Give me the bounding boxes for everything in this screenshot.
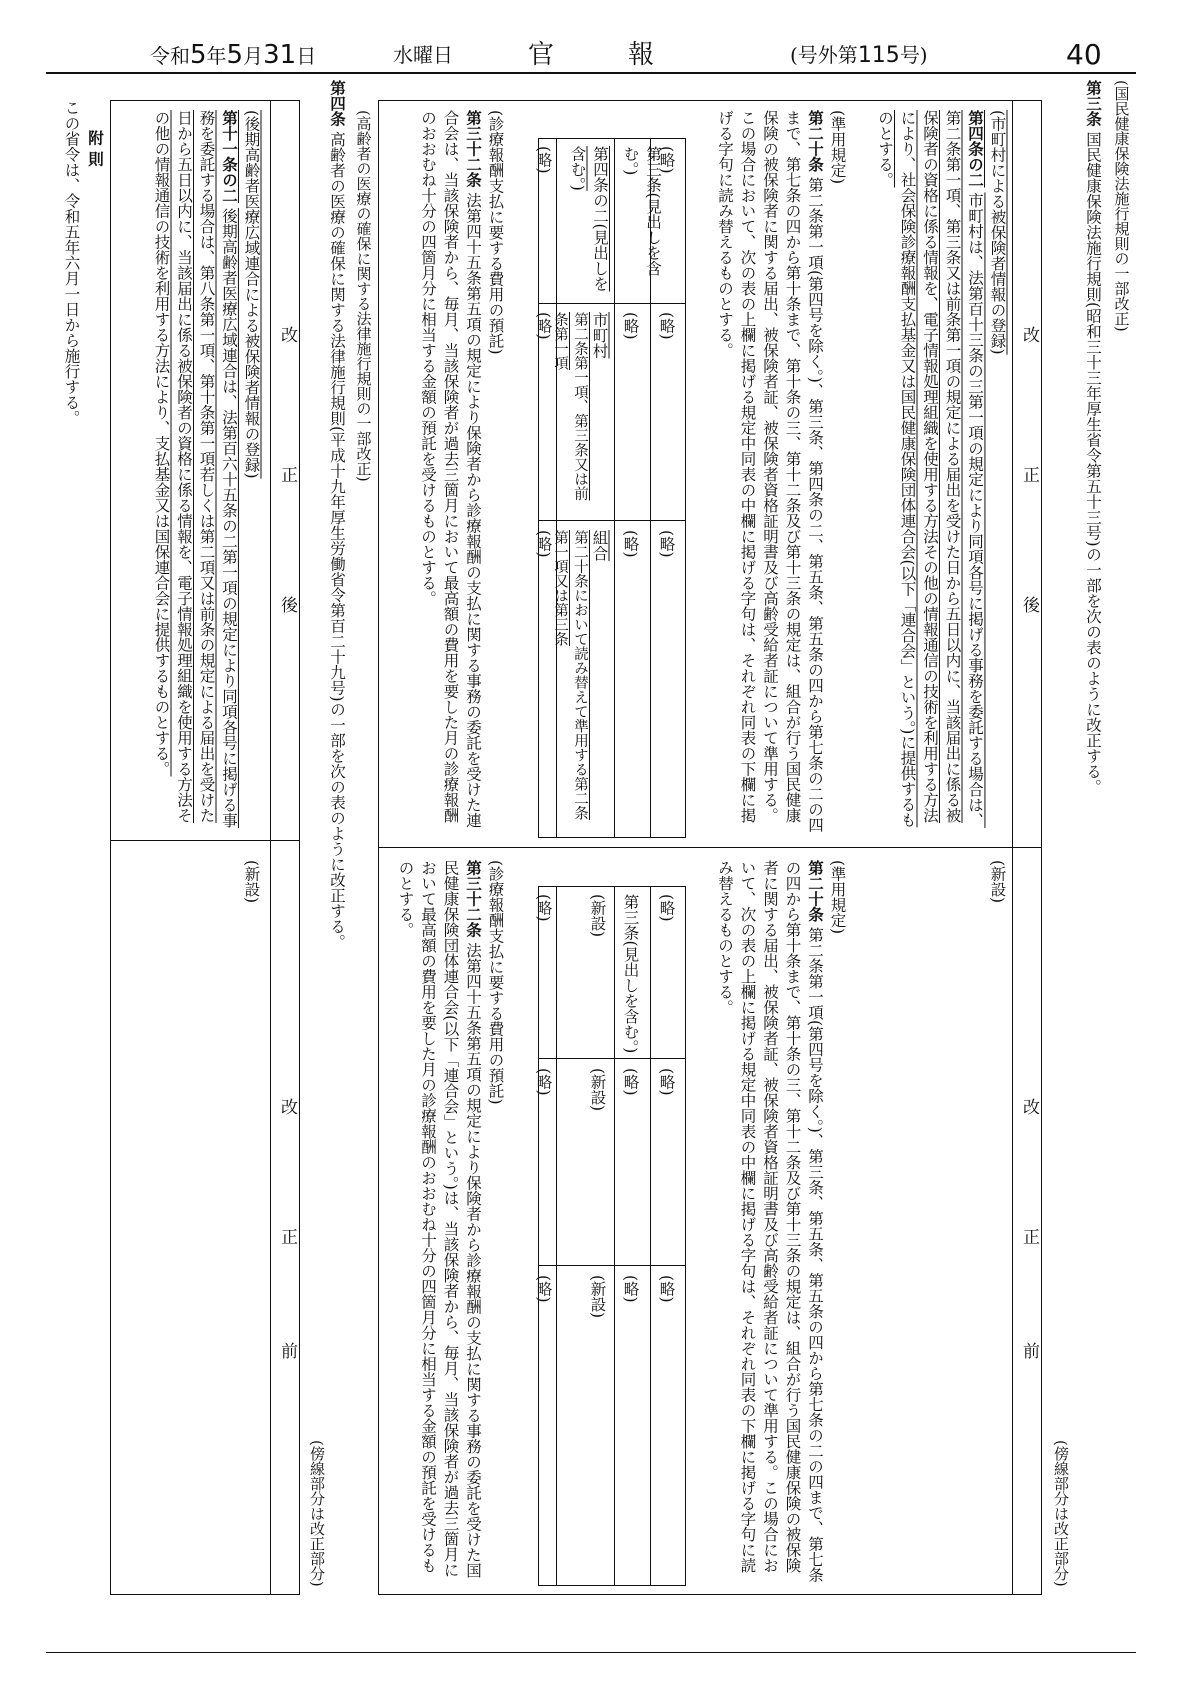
- art3-after-subtable-rule1: [538, 303, 686, 304]
- art4-intro: [326, 80, 348, 1080]
- art4-before-new1: (新設): [242, 860, 261, 904]
- art3-after-art4-head: 第四条の二: [966, 110, 984, 188]
- header-month-unit: 月: [243, 44, 264, 68]
- art4-col-after-2: 正: [277, 466, 297, 483]
- art3-before-r4c3: (略): [534, 1275, 553, 1303]
- art3-before-art20-head: 第二十条: [806, 860, 824, 922]
- art3-before-caption2: (準用規定): [828, 860, 847, 935]
- art3-before-r1c3: (略): [657, 1275, 676, 1303]
- art3-before-r2c3: (略): [621, 1275, 640, 1303]
- header-rule: [46, 72, 1136, 74]
- art3-before-caption3: (診療報酬支払に要する費用の預託): [486, 860, 505, 1105]
- art3-before-subtable-col1: [650, 886, 651, 1586]
- art4-legend: (傍線部分は改正部分): [308, 1440, 326, 1587]
- art3-after-caption3: (診療報酬支払に要する費用の預託): [486, 110, 505, 355]
- art3-col-after-3: 後: [1019, 596, 1039, 613]
- art3-note: (国民健康保険法施行規則の一部改正): [1112, 80, 1131, 332]
- header-date: [150, 38, 316, 72]
- art4-mid-rule: [110, 840, 300, 841]
- art3-col-after-1: 改: [1019, 326, 1039, 343]
- art4-col-before-3: 前: [277, 1342, 297, 1359]
- header-weekday: 水曜日: [393, 43, 453, 67]
- art3-after-subtable-col3: [556, 138, 557, 838]
- header-day: 31: [263, 40, 297, 70]
- art3-before-r1c2: (略): [657, 1068, 676, 1096]
- art3-after-r3c2b: 第二条第一項、第三条又は前条第一項: [552, 312, 588, 501]
- art3-after-r3c3b: 第二十条において読み替えて準用する第二条第一項又は第三条: [552, 530, 588, 820]
- art3-before-subtable-rule2: [538, 1265, 686, 1266]
- art3-before-subtable-col2: [614, 886, 615, 1586]
- art4-after-caption: (後期高齢者医療広域連合による被保険者情報の登録): [242, 110, 261, 479]
- header-gazette-1: 官: [528, 40, 555, 70]
- art3-legend: (傍線部分は改正部分): [1052, 1440, 1070, 1587]
- art3-before-r3c1: (新設): [588, 894, 607, 938]
- supplementary-head: 附 則: [86, 130, 104, 167]
- art3-after-r1c1: (略): [657, 146, 676, 174]
- supplementary-text: この省令は、令和五年六月一日から施行する。: [62, 100, 81, 426]
- art4-col-after-3: 後: [277, 596, 297, 613]
- art3-head: 第三条: [1084, 80, 1102, 127]
- art3-after-art32-text: 法第四十五条第五項の規定により保険者から診療報酬の支払に関する事務の委託を受けた連合会は、当該保険者から、毎月、当該保険者が過去三箇月において最高額の費用を要した月の診療報酬のおおむね十分の四箇月分に相当する金額の預託を受けるものとする。: [419, 110, 482, 828]
- art3-before-art20-text: 第二条第一項(第四号を除く。)、第三条、第五条、第五条の四から第七条の二の四まで、第七条の四から第十条まで、第十条の三、第十二条及び第十三条の規定は、組合が行う国民健康保険の被保険者に関する届出、被保険者証、被保険者資格証明書及び高齢受給者証について準用する。この場合において、次の表の上欄に掲げる規定中同表の中欄に掲げる字句は、それぞれ同表の下欄に掲げる字句に読み替えるものとする。: [716, 860, 824, 1583]
- art3-after-r1c2: (略): [657, 312, 676, 340]
- art3-col-before-3: 前: [1019, 1342, 1039, 1359]
- header-year-unit: 年: [206, 44, 227, 68]
- header-issue-number: 115: [857, 43, 900, 68]
- header-gazette-2: 報: [628, 40, 655, 70]
- art3-after-art4-text: 市町村は、法第百十三条の三第一項の規定により同項各号に掲げる事務を委託する場合は、第二条第一項、第三条又は前条第一項の規定による届出を受けた日から五日以内に、当該届出に係る被保険者の資格に係る情報を、電子情報処理組織を使用する方法その他の情報通信の技術を利用する方法により、社会保険診療報酬支払基金又は国民健康保険団体連合会(以下「連合会」という。)に提供するものとする。: [876, 110, 984, 828]
- art3-after-subtable-rule2: [538, 520, 686, 521]
- art3-before-r3c3: (新設): [588, 1275, 607, 1319]
- art4-col-after-1: 改: [277, 326, 297, 343]
- page-number: 40: [1066, 38, 1102, 71]
- art3-before-art32-head: 第三十二条: [464, 860, 482, 938]
- art3-intro: [1082, 80, 1104, 880]
- art4-after-art-text: 後期高齢者医療広域連合は、法第百六十五条の二第一項の規定により同項各号に掲げる事務を委託する場合は、第八条第一項、第十条第一項若しくは第二項又は前条の規定による届出を受けた日から五日以内に、当該届出に係る被保険者の資格に係る情報を、電子情報処理組織を使用する方法その他の情報通信の技術を利用する方法により、支払基金又は国保連合会に提供するものとする。: [152, 110, 238, 828]
- header-issue: [790, 38, 928, 72]
- art3-col-after-2: 正: [1019, 466, 1039, 483]
- art4-after-art-head: 第十一条の二: [220, 110, 238, 203]
- art3-after-r3c3a: 組合: [590, 530, 609, 561]
- header-issue-suffix: 号): [899, 43, 928, 67]
- art3-before-art20: [710, 860, 826, 1585]
- art3-after-r2c3: (略): [621, 530, 640, 558]
- header-issue-prefix: (号外第: [790, 43, 858, 67]
- art3-after-subtable-col2: [614, 138, 615, 838]
- header-day-unit: 日: [296, 44, 317, 68]
- art3-after-art4: [850, 110, 986, 837]
- art3-before-subtable-rule1: [538, 1058, 686, 1059]
- art3-text: 国民健康保険法施行規則(昭和三十三年厚生省令第五十三号)の一部を次の表のように改正する。: [1084, 131, 1102, 795]
- art3-after-art32-head: 第三十二条: [464, 110, 482, 188]
- art3-after-r4c2: (略): [534, 312, 553, 340]
- art3-before-r2c2: (略): [621, 1068, 640, 1096]
- art3-before-art32-text: 法第四十五条第五項の規定により保険者から診療報酬の支払に関する事務の委託を受けた国民健康保険団体連合会(以下「連合会」という。)は、当該保険者から、毎月、当該保険者が過去三箇月において最高額の費用を要した月の診療報酬のおおむね十分の四箇月分に相当する金額の預託を受けるものとする。: [396, 860, 482, 1578]
- art3-col-before-1: 改: [1019, 1098, 1039, 1115]
- art3-after-r4c1: (略): [534, 146, 553, 174]
- art3-after-r3c2a: 市町村: [590, 312, 609, 359]
- header-year: 5: [190, 40, 207, 70]
- art3-after-r3c1: 第四条の二(見出しを含む。): [568, 146, 609, 292]
- art3-after-art20-head: 第二十条: [806, 110, 824, 172]
- art3-before-art32: [384, 860, 484, 1585]
- art3-before-r1c1: (略): [657, 894, 676, 922]
- art3-before-r2c1: 第三条(見出しを含む。): [621, 894, 640, 1054]
- art3-mid-rule: [378, 847, 1042, 848]
- art3-before-new1: (新設): [988, 860, 1007, 904]
- art3-after-r2c2: (略): [621, 312, 640, 340]
- art3-after-r2c1: 第三条(見出しを含む。): [621, 146, 662, 277]
- art3-before-subtable: [538, 886, 686, 1586]
- art3-before-subtable-col3: [556, 886, 557, 1586]
- art3-before-r3c2: (新設): [588, 1068, 607, 1112]
- art3-after-art20: [690, 110, 826, 837]
- art3-before-r4c2: (略): [534, 1068, 553, 1096]
- art4-col-before-2: 正: [277, 1228, 297, 1245]
- art4-after-art: [118, 110, 240, 830]
- header-month: 5: [226, 40, 244, 70]
- art3-after-art20-text: 第二条第一項(第四号を除く。)、第三条、第四条の二、第五条、第五条の四から第七条の二の四まで、第七条の四から第十条まで、第十条の三、第十二条及び第十三条の規定は、組合が行う国民健康保険の被保険者に関する届出、被保険者証、被保険者資格証明書及び高齢受給者証について準用する。この場合において、次の表の上欄に掲げる規定中同表の中欄に掲げる字句は、それぞれ同表の下欄に掲げる字句に読み替えるものとする。: [716, 110, 824, 833]
- art3-after-caption1: (市町村による被保険者情報の登録): [988, 110, 1007, 355]
- art3-col-before-2: 正: [1019, 1228, 1039, 1245]
- art3-after-r1c3: (略): [657, 530, 676, 558]
- art4-header-col-rule: [270, 100, 271, 1595]
- footer-rule: [46, 1652, 1136, 1653]
- art4-head: 第四条: [328, 80, 346, 127]
- art3-before-r4c1: (略): [534, 894, 553, 922]
- art3-after-r4c3: (略): [534, 530, 553, 558]
- art4-text: 高齢者の医療の確保に関する法律施行規則(平成十九年厚生労働省令第百二十九号)の一部を次の表のように改正する。: [328, 131, 346, 950]
- header-era: 令和: [150, 44, 190, 68]
- art3-after-art32: [390, 110, 484, 837]
- art4-note: (高齢者の医療の確保に関する法律施行規則の一部改正): [354, 110, 373, 482]
- art3-after-caption2: (準用規定): [828, 110, 847, 185]
- art4-col-before-1: 改: [277, 1098, 297, 1115]
